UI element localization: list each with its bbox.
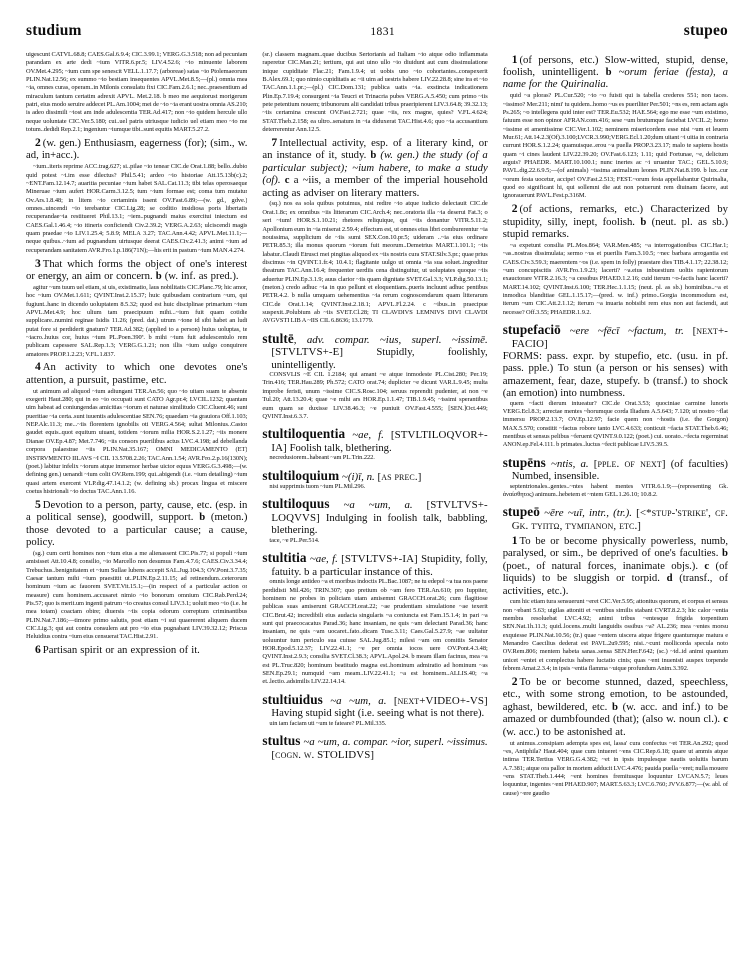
dictionary-entry (503, 506, 728, 532)
headword-forms: ~a ~um, a. (322, 694, 387, 707)
sense-text: To be or become stunned, dazed, speechless, etc., with some strong emotion, to be astounded, aghast, bewildered, etc. (502, 676, 728, 713)
sense-number: 7 (271, 135, 278, 149)
headword-forms: ~ae, f. (345, 429, 384, 442)
running-head-right: stupeo (683, 22, 728, 39)
text-column-2 (262, 51, 487, 963)
dictionary-entry (262, 467, 487, 484)
citation-block: (sg.) cum certi homines non ~ium eius a me alienassent CIC.Pis.77; si populi ~ium amisisset Att.10.4.8; consilio, ~io Marcello non desumus Fam.4.7.6; CAES.Civ.3.34.4; Trebuchus..benignitatem et ~ium Sullae lubens accepit SAL.Jug.104.3; OV.Pont.3.7.35; Caesar tantum mihi ~ium praestitit ut..PLIN.Ep.2.11.15; ad retinendum..ceterorum hominum ~ium ac fauorem SVET.Vit.15.1;—(in respect of a particular action or measure) cum hominem..accusaret nimio ~io bonorum omnium CIC.Rab.Perd.24; Pis.57; quo is merit.um ingenti patrum ~io creatus consul LIV.3.1; uoluit meo ~io (i.e. he mea totam) coactam obire; diuersis ~iis copia odorum correptum criminantibus PLIN.Nat.7.186;—timore primo salutis, post etiam ~i sui quaererent aliquem ducem CIC.Lig.3; qui aut contra consulem aut pro ~io eius pugnabant LIV.39.32.12; Priscus Heluidius contra ~ium eius censuerat TAC.Hist.2.91. (26, 549, 248, 641)
headword: stultitia (262, 550, 307, 566)
subsense-letter: b (611, 700, 618, 713)
sense-number: 4 (35, 360, 41, 374)
etymology: [next+VIDEO+-VS] (393, 694, 488, 707)
subsense-letter: b (640, 215, 647, 228)
subsense-text: a particular instance of this. (312, 565, 433, 578)
sense-entry (26, 361, 247, 386)
sense-entry (503, 676, 728, 738)
sense-number: 3 (35, 256, 41, 270)
citation-block: uin iam faciam uti ~um te fateare? PL.Mil.335. (269, 719, 387, 727)
headword: stultus (262, 733, 301, 749)
headword-forms: ~ere ~fēcī ~factum, tr. (560, 325, 684, 337)
citation-block: agitur ~um tuum uel etiam, si uis, existimatio, laus nobilitatis CIC.Planc.79; hic amor, hoc ~ium OV.Met.1.611; QVINT.Inst.2.15.37; huic quibusdam contrarium ~um, qui fugiunt..hanc in dicendo uoluptatem 8.5.32; quod est huic disciplinae primarium ~ium APVL.Met.4.9; hoc ulium tam praecipuum mihi...~ium fuit quam cotidie supplicare..numini reginae Isidis 11.26; (pred. dat.) utrum ~ione id sibi habet an ludi putat fore si perdiderit gnatum? TER.Ad.382; (applied to a person) huius uoluptas, te ~iacro..huius cor, huius ~ium PL.Poen.390ª. b mihi ~ium fuit adulescentulo rem publicam capessere SAL.Rep.1.3; VERG.G.1.21; non illis ~ium uulgo conquirere amatores PROP.1.2.23; V.FL.1.837. (26, 283, 248, 358)
subsense-letter: c (704, 559, 710, 572)
running-head-left: studium (26, 22, 82, 39)
headword: stultiloquium (262, 467, 340, 483)
citation-block: omnis longe antideo ~a et moribus indoctis PL.Bac.1087; ne tu edepol ~a tua nos paene perdidisti Mil.426; TRIN.307; quo pretium ob ~am fero TER.An.610; pro Iuppiter, hominem ne probes in policiam utam amisemnt GRACCH.orat.26; cum flagitiose publicas suas amiserunt GRACCH.orat.22; ~ae prudentiam simulatione ~ae texerit CIC.Brut.42; incredibili eius audacia singularis ~a coniuncta est Fam.15.1.4; in pari ~a sunt qui praecocacatus Parad.36; hanc insaniam, ne quis ~am delectant Parad.36; hanc insaniam, ne quis ~am uocaret..fato..dicam Tusc.3.11; Caes.Gal.5.27.9; ~ae uultatur uoluuntur tum periculo sua cuiuse SAL.Jug.85.1; milesi ~am om comitiis Senator HOR.Epod.5.12.37; LIV.22.41.1; ~e per omnia iocos uere OV.Pont.4.3.48; QVINT.Inst.2.9.3; consilia SVET.Cl.38.3; APVL.Apol.24. b meam illam facinus, mea ~a est PL.Truc.820; hominum beatitudo magna est..hominum admiratio ad hominum ~as SEN.Ep.29.1; numquid ~am meam..LIV.22.41.1; ~a est hominem..ALLIS.40; ~a et..lectio..adsimilis LIV.22.14.14. (262, 578, 488, 686)
sense-number: 2 (511, 675, 518, 688)
subsense-letter: b (643, 374, 650, 387)
citation-block: necredusiorem..habeant ~am PL.Trin.222. (269, 454, 375, 462)
headword-forms: ~ēre ~uī, intr., (tr.). (539, 507, 632, 520)
sense-entry (503, 535, 728, 597)
dictionary-entry (262, 428, 487, 454)
sense-text: Devotion to a person, party, cause, etc. (esp. in a political sense), goodwill, support. (26, 498, 248, 524)
definition: Stupidly, foolishly, unintelligently. (271, 346, 488, 371)
sense-number: 1 (511, 533, 518, 547)
citation-block: (sr.) classem magnam..quae ducibus Sertorianis ad Italiam ~io atque odio inflammata raperetur CIC.Man.21; tertium, qui aut uino ullo ~io diuidunt aut cum dissimulatione inique cupiditate Flac.21; Fam.1.9.4; ut uobis uno ~io cohortantes..conspexerit B.Alex.69.1; quo nimio cupiditatis ac ~ii uim ad uestris habere LIV.22.28.8; sine ira et ~io TAC.Ann.1.1.pr.;—(pl.) CIC.Dom.131; publica uatis ~ia. exstincta indicationem Plin.Ep.7.19.4; consurgent ~ia Teucri et Trinacria pubes VERG.A.5.450; cum primo ~iis pete petentium nouem; tribunorum alii candidati tribus praeripierent LIV.3.64.8; 39.32.13; ~iis certamina crescunt OV.Fast.2.721; quae ~iis, rex magne, quies? V.FL.4.624; STAT.Theb.2.158; ea ultro..senatum in ~ia diduxerat TAC.Hist.4.6; quo ~ia accusantium deterrerentur Ann.12.5. (262, 51, 488, 134)
dictionary-entry (262, 552, 487, 578)
sense-text: Partisan spirit or an expression of it. (42, 644, 200, 657)
subsense-letter: b (605, 65, 612, 78)
headword: stultē (262, 330, 294, 346)
sense-entry (503, 54, 728, 91)
citation-block: ut animum ad aliquod ~ium adiungant TER.An.56; quo ~io uitam suam te absente exegerit Haut.280; qui in eo ~io occupati sunt CATO Agr.pr.4; LVCIL.1232; quantam uim habeat ad coniungendas amicitias ~iorum et naturae similitudo CIC.Cluent.46; sunt pueritiae ~ia certa..sunt iuuentis adulescentiae SEN.76; quaedam ~ia grauiora Off.1.103; NEP.Alc.11.3; me...~iis florentem ignobilis oti VERG.4.564; sultat Milonius..Castor gaudet equis..quot equitum uiuant, totidem ~iorum milia HOR.S.2.1.27; ~iis monere Dianae OV.Ep.4.87; Met.7.746; ~iis consors puerilibus actus LVC.4.198; ad debellanda corpora palaestrae ~iis PLIN.Nat.35.167; OMNI MEDICAMENTO (ET) INSTRVMENTO IILAVS ~I CIL 13.5708.2.26; TAC.Ann.1.54; AVR.Fro.2.p.16(130N); (poet.) labitur infelix ~iorum atque immemor herbae uictor equus VERG.G.3.498;—(w. defining gen.) uenandi ~ium colit OV.Rem.199; qui..abigendi (i.e. ~ium detailing) ~ium quasi artem exercent VLP.dig.47.14.1.2; (w. defining sb.) procax lingua et miscere coetus histrionali ~io doctus TAC.Ann.1.16. (26, 387, 248, 495)
headword: stupeō (502, 504, 540, 520)
etymology: [<*stup-'strike', cf. Gk. τύπτω, τύμπανον, etc.] (511, 507, 728, 532)
etymology: [STVLTVS+-E] (271, 346, 344, 359)
subsense-letter: c (723, 713, 728, 726)
subsense-text: (w. acc. and inf.) to be amazed or dumbfounded (that); (also w. noun cl.). (502, 700, 728, 726)
text-column-1 (26, 51, 247, 963)
etymology: [STVLTILOQVOR+-IA] (271, 429, 488, 454)
etymology: [STVLTVS+-IA] (341, 553, 418, 566)
citation-block: cum hic etiam tura sensuerunt ~eret CIC.Ver.5.95; attonitus quorum, et corpus et sensus non ~ebant 5.63; uigilas attoniti et ~entibus similis stabant CVRT.8.2.3; hic calor ~entia membra resoluebat LVC.4.92; animi tribus ~entesque frigida torpentium SEN.Nat.1h.11.3; quid..locens..multi languidis ossibus ~a? AL.236; mea ~entes morsu exquiesse PLIN.Nat.10.56; (tr.) quae ~entem uiscera atque frigere quantumque matura e Menandro Caecilius dederat est PAVL.2u9.595; nisi..~cunt mollicorda specula noto OV.Rem.806; mentem habeta sanas..sensa SEN.Her.F.642; (sc.) ~id..id animi quantum unicet ~entet et complectus habere luctatio cinis; quas ~ent inuenisti auspex torpende febrem Amat.2.3.4; in ipsis ~entia flamma ~uique profundum Anim.3.392. (502, 598, 728, 673)
citation-block: CONSVLIS ~E CIL 1.2184; qui amant ~e atque inmodeste PL.Cist.280; Per.19; Trin.416; TER.Hau.289; Ph.572; CATO orat.74; duplicter ~e dicunt VAR.L.9.45; multa improbe feristi, unum ~issime CIC.S.Rosc.104; seruus reprendit pudenter, at non ~e Tul.20; Att.13.20.4; quae ~e mihi ars HOR.Ep.1.1.47; TIB.1.9.45; ~issimi sperantibus eum quam se duxisse LIV.38.46.3; ~e puniuit OV.Fast.4.555; [SEN.]Oct.449; QVINT.Inst.6.3.7. (262, 371, 488, 420)
headword: stultiuidus (262, 691, 323, 707)
subsense-text: (of liquids) to be sluggish or torpid. (502, 559, 728, 585)
subsense-letter: b (155, 269, 162, 282)
dictionary-entry (262, 735, 487, 761)
etymology: [next+-FACIO] (511, 325, 728, 350)
sense-number: 5 (35, 497, 41, 511)
headword-forms: , adv. compar. ~ius, superl. ~issimē. (293, 333, 488, 346)
subsense-letter: b (199, 511, 206, 524)
definition: Having stupid sight (i.e. seeing what is not there). (271, 707, 485, 720)
subsense-text: (neut. pl. as sb.) stupid remarks. (502, 215, 728, 240)
citation-block: ~a expetunt consilia PL.Mos.864; VAR.Men.485; ~a interrogationibus CIC.Har.1; ~as..nostras dissimulata; sermo ~us et puerilis Fam.3.10.5; ~nec barbara arrogantia est CAES.Civ.3.59.3; maerentem ~os (i.e. spem in folly) praestare dies TIB.4.1.17; 22.38.12; ~um concupiscitis AVR.Fro.1.9.23; lacerti? ~a.eius inbuestium uoltis rapientorum exauctorare VITR.2.16.3; ~a cessibus PHAED.1.2.16; cuid iterum ~o-factis hanc lacerti? MART.14.102; QVINT.Inst.6.100; TER.Hec.1.1.15; (neut. pl. as sb.) hominibus..~a et inmodica blanditiae GEL.1.15.17;—(pred. w. inf.) primo..Gorgia incommodum est, iterum ~um CIC.Att.2.1.12; iterum ~a inuaria nobisibi rem eius non aut faciendi, aut necesse? Off.3.55; PHAEDR.1.9.2. (502, 241, 728, 316)
headword-forms: ~ae, f. (306, 553, 338, 566)
headword: stultiloquentia (262, 426, 346, 442)
subsense-text: (w. acc.) to be astonished at. (502, 725, 626, 738)
subsense-letter: b (370, 149, 377, 162)
etymology: [cogn. w. STOLIDVS] (271, 748, 375, 761)
headword-forms: ~a ~um, a. (329, 499, 413, 512)
page-number: 1831 (370, 26, 396, 38)
subsense-text: a ~iis, a member of the imperial household acting as adviser on literary matters. (262, 174, 488, 199)
etymology: [pple. of next] (593, 457, 666, 470)
citation-block: septentrionales..gentes..~ntes habent mentes VITR.6.1.9;—(representing Gk. ἀναίσθητος) animum..hebetem et ~ntem GEL.1.26.10; 10.8.2. (502, 482, 728, 499)
subsense-letter: b (304, 565, 310, 578)
subsense-text: (transf., of activities, etc.). (502, 572, 728, 597)
definition: Foolish talk, blethering. (289, 441, 392, 454)
headword: stultiloquus (262, 496, 330, 512)
sense-entry (503, 203, 728, 240)
sense-number: 6 (35, 643, 41, 657)
sense-entry (262, 137, 487, 199)
dictionary-entry (262, 330, 488, 372)
citation-block: tace, ~e PL.Per.514. (269, 536, 320, 544)
sense-entry (26, 258, 247, 283)
headword-forms: ~a ~um, a. compar. ~ior, superl. ~issimus. (300, 736, 488, 749)
subsense-letter: d (666, 572, 673, 585)
citation-block: uigescunt CATVL.68.8; CAES.Gal.6.9.4; CIC.3.99.1; VERG.G.3.518; non ad pecuniam parandam ex arte dedi ~ium VITR.6.pr.5; LIV.4.52.6; ~io minuente laborem OV.Met.4.295; ~ium cum spe senescit VELL.1.17.7; (arboreae) satas ~io Ptolemaeorum PLIN.Nat.12.56; ex summo ~io bestiam insequentes APVL.Met.8.5;—(pl.) omnia mea ~ia, omnes curas, operam..in Milonis consulatu fixi CIC.Fam.2.6.1; nec..praesentium ad miraculum tantum certatim adrexit APVL. Met.2.18. b meo me aequiorust morigerum patri, eius modo seruire addecet PL.Am.1004; mei de ~io ~ia erant uostra omnia AS.210; is adeo dissimili ~iost am inde adulescentia TER.Ad.417; non ~io quidem hercule ullo neque uoluntate CIC.Ver.5.180; cui..uel patris utriusque iudicio uel etiam meo ~io me totum..dedidi Rep.2.1; ingenium ~iumque tibi..sunt equitis MART.5.27.2. (26, 51, 248, 134)
sense-text: That which forms the object of one's interest or energy, an aim or concern. (26, 257, 248, 282)
headword-forms: ~ntis, a. (545, 457, 589, 470)
definition: (of faculties) Numbed, insensible. (511, 457, 728, 483)
text-column-3 (503, 51, 728, 963)
headword: stupefaciō (502, 322, 561, 337)
subsense-text: (w. gen.) the study (of a particular subject); ~ium habere, to make a study (of). (262, 149, 488, 187)
dictionary-entry (262, 691, 488, 720)
sense-text: Intellectual activity, esp. of a literary kind, or an instance of it, study. (262, 136, 488, 162)
sense-entry (26, 137, 247, 162)
headword-forms: ~(i)ī, n. (339, 470, 375, 483)
citation-block: ut animus..consipiam adempta spes est, lassa' cura confectus ~et TER.An.292; quod ~es, Antiphila? Haut.404; quae cum intueret ~ens CIC.Rep.6.18; quare ut ammis atque intima TER.Tertius VERG.G.4.382; ~et in ipsis impulesque nautis uoluitis barum A.7.381; atque ora pallor in mortem adducit LVC.4.476; pauida puella ~eret; nulla mouere ~ens STAT.Theb.1.444; ~ent homines fremitusque loquuntur LVCAN.5.7; leues loquuntur, ingentes ~ent PHAED.907; MART.5.63.3; LVC.6.760; JVV.6.877;—(w. abl. of cause) ~ere gaudio (502, 739, 728, 797)
definition: FORMS: pass. expr. by stupefio, etc. (usu. in pf. pass. pple.) To stun (a person or his senses) with amazement, fear, daze, stupefy. (502, 350, 728, 387)
sense-text: (w. gen.) Enthusiasm, eagerness (for); (sim., w. ad, in+acc.). (26, 136, 248, 162)
sense-text: An activity to which one devotes one's attention, a pursuit, pastime, etc. (26, 361, 248, 386)
subsense-text: (transf.) to shock (an emotion) into numbness. (502, 374, 728, 400)
sense-number: 2 (35, 135, 41, 149)
subsense-text: (meton.) those devoted to a particular cause; a cause, policy. (26, 511, 248, 548)
sense-text: (of persons, etc.) Slow-witted, stupid, dense, foolish, unintelligent. (502, 53, 728, 78)
column-container (26, 51, 728, 963)
sense-number: 2 (511, 202, 518, 216)
sense-text: To be or become physically powerless, numb, paralysed, or sim., be deprived of one's faculties. (502, 534, 728, 560)
subsense-letter: c (284, 174, 290, 187)
citation-block: (sq.) nos ea sola quibus potuimus, nisi redire ~io atque iudicio delectauit CIC.de Orat.1.8c; ex omnibus ~iis litterarum CIC.Arch.4; nec..oratoria illa ~ia deserui Fat.3; o seri ~ium! HOR.S.1.10.21; rhetores reliquique, qui ~iis donantur VITR.5.11.2; Apollonium eum in ~ia miserat 2.59.4; effectum est, ut omnes eius libri comburerentur ~ia nouissima, supplicium de ~iis sumi SEX.Con.10.pr.5; uideram ..~ia eius ordinare PETR.85.3; illa monus quorum ~iorum fuit meorum..Demetrius MART.1.101.1; ~iis labatur..Claudi Etrusci mei pingitas aliquod ex ~iis nostris cura STAT.Silv.3.pr.; quae prius discimus ~in QVINT.1.fr.4; 10.4.1; flagitante uulgo ut omnia ~ia sua soluet..ingreditur theatrum TAC.Ann.16.4; frequenter uerdiis cena distinguitur, ut uoluptates quoque ~iis aduertur PLIN.Ep.3.1.9; auus clarior ~iis quam dignitate SVET.Gal.3.3; VLP.dig.50.13.1; (meton.) credo adhuc ~ia in quo pellunt et eloquentiam..pueris incluunt adhuc pentibus PETR.4.2. b nulla umquam uehementius ~ia rerum cognoscendarum quam litterarum CIC.de Orat.1.14; QVINT.Inst.2.18.1; APVL.Fl.2.24. c ~ibus..in praecipue suspexit..Polubium ab ~iis SVET.Cl.28; TI CLAVDIVS LEMNIVS DIVI CLAVDI AVGVSTI LIB A ~IIS CIL 6.8636; 13.1779. (262, 200, 488, 325)
citation-block: ~ium..iteris reprime ACC.trag.627; si..pilae ~io tenear CIC.de Orat.1.88; bello..dubio quid potest ~i.im esse dilectus? Phil.5.41; ardeo ~io historiae Att.15.13b(c).2; ~ENT.Fam.12.14.7; auaritia pecuniae ~ium habet SAL.Cat.11.3; tibi telas operosaeque Mineruae ~ium aufert HOR.Carm.3.12.5; tum ~ium formae est; coma tum mutatur Ov.Ars.1.8.48; in litem ~io certaminis issent OV.Fast.6.89;—(w. gd., gdve.) omnes..uincendi ~io terebantur CIC.Lig.28; se coditio insidiosa poris libertatis recuperandae~ia restitueret Phil.13.1; ~iem..pugnandi maius exercitui iniectum est CAES.Gal.1.46.4; ~io itineris conficiendi Civ.2.39.2; VERG.A.2.63; ulciscendi magis quam praedae ~io LIV.1.25.4; 5.8.9; MELA 3.27; TAC.Ann.4.42; APVL.Met.11.1;—neque quibus..~ium ad pugnandum uirtusque deerat CAES.Civ.2.41.3; animi ~ium ad recuperandam sanitatem AVR.Fro.1.p.186(71N);—his erit in pastum ~ium MAN.4.274. (26, 163, 248, 254)
sense-text: (of actions, remarks, etc.) Characterized by stupidity, silly, inept, foolish. (502, 203, 728, 228)
dictionary-entry (503, 324, 728, 350)
citation-block: quid ~a ploras? PL.Cur.520; ~io ~o fuisti qui is tabella crederes 551; non taces. ~issimo? Mer.211; nimi' tu quidem..homo ~us es pueriliter Per.501; ~ns es, rem actam agis Ps.265; ~o intellegens quid inter est? TER.Eu.532; HAE.564; ego me esse ~um existimo, fatuum esse non opinor AFRAN.com.416; sese ~um brutumque faciebat LVCIL.2; homo ~issime et amentissime CIC.Ver.1.102; neminem misericordem esse nisi ~um et leuem Mur.61; Att.14.2.3(Of).3.100;LVCR.3.990;VERG.Ecl.1.20;dum uitant ~i uitia in contraria currunt HOR.S.1.2.24; quamuisque..erou ~a puella PROP.3.23.17; malo te sapiens hostis quam ~i cines laudent LIV.22.39.20; OV.Fast.6.123; 1.11; quid Fortunae, ~e, delictum arguis? PHAEDR. MART.10.100.1; nunc inertes ac ~i uruantur TAC.; GEL.5.10.9; PAVL.dig.22.6.9.5;—(of animals) ~issima animalium leones PLIN.Nat.8.199. b lux..cur ~orum festa uocetur, accipe! OV.Fast.2.513; FEST.~orum festa appellabantur Quirinalia, quod eo significant hi, qui sollemni die aut non potuerunt rem diuinam facere, aut ignorauerunt PAVL.Fest.p.316M. (502, 92, 728, 200)
headword: stupēns (502, 454, 546, 470)
subsense-letter: b (722, 547, 728, 560)
citation-block: quem ~facti dierum intueatur? CIC.de Orat.3.53; quociniae carmine lunoris VERG.Ecl.8.3; arrectae mentes ~horumque corda Iliadum A.5.643; 7.120; ut nostro ~flat immersu PROP.2.13.7; OV.Ep.12.97; facie quem non ~hostis (i.e. the Gorgon) MAX.5.570; constitit ~factus robore tanto LVC.4.633; conticuit ~facta STAT.Theb.6.46; mentibus et sensus pelibus ~feruent QVINT.9.0.122; (poet.) cui. uorato..~fecta regerminat ANON.ep.Fel.4.111. b primates..luctus ~fecit publicae LIV.5.39.5. (502, 399, 728, 449)
subsense-text: (w. inf. as pred.). (164, 269, 239, 282)
sense-entry (26, 499, 247, 549)
definition-line (503, 350, 728, 400)
sense-number: 1 (511, 52, 518, 66)
dictionary-entry (262, 498, 487, 537)
subsense-text: (poet., of natural forces, inanimate objs.). (502, 559, 699, 572)
definition: Stupidity, folly, fatuity. (271, 553, 488, 578)
etymology: [STVLTVS+-LOQVVS] (271, 499, 488, 524)
dictionary-entry (502, 454, 728, 483)
running-head (26, 22, 728, 44)
etymology: [as prec.] (377, 470, 422, 483)
citation-block: nisi supprimis tuom ~ium PL.Mil.296. (269, 483, 366, 491)
subsense-text: ~orum feriae (festa), a name for the Quirinalia. (502, 65, 728, 91)
sense-entry (26, 644, 247, 656)
definition: Indulging in foolish talk, babbling, blethering. (271, 511, 488, 537)
